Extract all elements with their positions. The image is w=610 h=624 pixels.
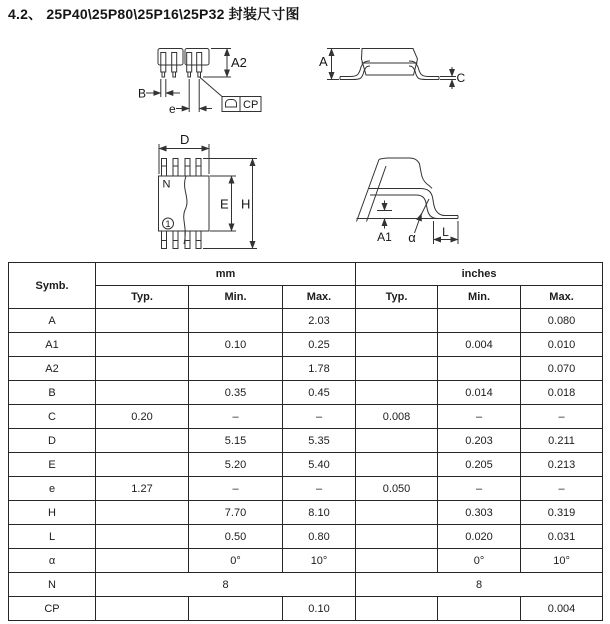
dim-cell-mm-span: 8 [96, 573, 356, 597]
dim-cell: – [189, 477, 283, 501]
dim-cell: 0° [189, 549, 283, 573]
dim-cell [189, 309, 283, 333]
dim-cell: 0.080 [521, 309, 603, 333]
dim-cell: 0.031 [521, 525, 603, 549]
dim-label-cp: CP [243, 99, 259, 111]
dim-label-a1: A1 [377, 230, 392, 244]
dim-cell: 0.010 [521, 333, 603, 357]
symbol-cell: CP [9, 597, 96, 621]
symbol-cell: L [9, 525, 96, 549]
dim-cell [438, 357, 521, 381]
dim-cell [96, 429, 189, 453]
dim-cell: 10° [521, 549, 603, 573]
dim-cell [356, 357, 438, 381]
dim-cell: 0.018 [521, 381, 603, 405]
dim-cell: 5.35 [283, 429, 356, 453]
dim-cell: 0.014 [438, 381, 521, 405]
dim-cell: 0.020 [438, 525, 521, 549]
page-title: 4.2、 25P40\25P80\25P16\25P32 封装尺寸图 [8, 6, 300, 22]
dim-cell: 5.20 [189, 453, 283, 477]
lead-detail-view [357, 158, 459, 245]
dim-cell: – [438, 477, 521, 501]
dim-cell: 1.78 [283, 357, 356, 381]
dim-cell [356, 453, 438, 477]
dim-cell: 0.10 [189, 333, 283, 357]
dim-cell: 1.27 [96, 477, 189, 501]
header-mm-max: Max. [283, 286, 356, 309]
dim-cell: 8.10 [283, 501, 356, 525]
symbol-cell: H [9, 501, 96, 525]
dim-cell: – [189, 405, 283, 429]
dim-cell [356, 333, 438, 357]
symbol-cell: A [9, 309, 96, 333]
seating-plane-icon [226, 100, 237, 108]
dim-cell [96, 549, 189, 573]
dim-cell: 0.004 [438, 333, 521, 357]
symbol-cell: D [9, 429, 96, 453]
table-row [9, 333, 603, 357]
dim-cell: 0.319 [521, 501, 603, 525]
table-row [9, 501, 603, 525]
dim-cell [356, 501, 438, 525]
pin1-indicator [163, 218, 174, 229]
dim-cell: – [283, 477, 356, 501]
dim-cell: 0.070 [521, 357, 603, 381]
top-view-upper-leads [162, 159, 202, 177]
dim-cell: – [521, 477, 603, 501]
dim-cell [356, 381, 438, 405]
dim-cell: – [438, 405, 521, 429]
dim-cell [356, 525, 438, 549]
header-mm-min: Min. [189, 286, 283, 309]
dim-cell [189, 357, 283, 381]
dim-cell: 0° [438, 549, 521, 573]
table-row [9, 357, 603, 381]
package-diagrams [0, 0, 610, 258]
dim-cell [356, 597, 438, 621]
dim-cell [96, 333, 189, 357]
dim-cell [356, 309, 438, 333]
dim-label-a: A [319, 54, 328, 69]
symbol-cell: C [9, 405, 96, 429]
table-row [9, 573, 603, 597]
header-mm: mm [96, 263, 356, 286]
dim-cell: – [283, 405, 356, 429]
dim-cell: 0.20 [96, 405, 189, 429]
dim-label-a2: A2 [231, 55, 247, 70]
dim-cell [96, 309, 189, 333]
table-row [9, 405, 603, 429]
dim-label-e-pitch: e [169, 102, 176, 116]
table-row [9, 549, 603, 573]
dim-label-h: H [241, 196, 251, 212]
end-view [138, 49, 261, 117]
dim-cell [438, 597, 521, 621]
symbol-cell: α [9, 549, 96, 573]
table-row [9, 477, 603, 501]
dim-cell: 0.205 [438, 453, 521, 477]
side-view [319, 49, 466, 90]
table-row [9, 381, 603, 405]
dim-label-c: C [456, 71, 466, 85]
dim-cell [438, 309, 521, 333]
dim-cell-in-span: 8 [356, 573, 603, 597]
dim-label-e-body: E [220, 196, 229, 212]
table-row [9, 525, 603, 549]
svg-text:1: 1 [165, 218, 171, 229]
dim-cell [96, 357, 189, 381]
dim-cell: 0.050 [356, 477, 438, 501]
dim-cell: 5.40 [283, 453, 356, 477]
symbol-cell: A1 [9, 333, 96, 357]
dim-cell: 7.70 [189, 501, 283, 525]
symbol-cell: E [9, 453, 96, 477]
header-in-typ: Typ. [356, 286, 438, 309]
dimensions-table [8, 262, 603, 621]
symbol-cell: N [9, 573, 96, 597]
dim-cell [96, 453, 189, 477]
dim-cell: 0.80 [283, 525, 356, 549]
dim-cell: 0.008 [356, 405, 438, 429]
table-header-sub-row [9, 286, 603, 309]
dim-label-n: N [162, 178, 171, 191]
dim-cell: 0.211 [521, 429, 603, 453]
dim-cell [356, 429, 438, 453]
table-row [9, 453, 603, 477]
table-row [9, 597, 603, 621]
dim-cell: 10° [283, 549, 356, 573]
dim-cell: 5.15 [189, 429, 283, 453]
dim-cell: 0.213 [521, 453, 603, 477]
dim-cell: 0.45 [283, 381, 356, 405]
cp-callout [200, 77, 262, 112]
table-row [9, 429, 603, 453]
dim-cell: 0.35 [189, 381, 283, 405]
dim-label-alpha: α [408, 230, 416, 245]
dim-cell: 0.303 [438, 501, 521, 525]
dim-cell [96, 597, 189, 621]
dim-cell: 0.50 [189, 525, 283, 549]
header-in-min: Min. [438, 286, 521, 309]
dim-cell: 0.004 [521, 597, 603, 621]
dim-cell [96, 381, 189, 405]
symbol-cell: A2 [9, 357, 96, 381]
dim-label-l: L [442, 225, 449, 239]
header-symb: Symb. [9, 263, 96, 309]
dim-cell [356, 549, 438, 573]
symbol-cell: e [9, 477, 96, 501]
dim-cell: – [521, 405, 603, 429]
table-row [9, 309, 603, 333]
dim-cell: 0.10 [283, 597, 356, 621]
header-mm-typ: Typ. [96, 286, 189, 309]
header-in-max: Max. [521, 286, 603, 309]
dim-cell [96, 525, 189, 549]
dim-cell [96, 501, 189, 525]
dim-cell [189, 597, 283, 621]
dim-cell: 0.203 [438, 429, 521, 453]
dim-label-b: B [138, 86, 147, 101]
dim-cell: 0.25 [283, 333, 356, 357]
top-view [159, 132, 258, 249]
dim-cell: 2.03 [283, 309, 356, 333]
table-header-units-row [9, 263, 603, 286]
symbol-cell: B [9, 381, 96, 405]
dim-label-d: D [180, 132, 190, 147]
top-view-lower-leads [162, 231, 202, 249]
header-inches: inches [356, 263, 603, 286]
